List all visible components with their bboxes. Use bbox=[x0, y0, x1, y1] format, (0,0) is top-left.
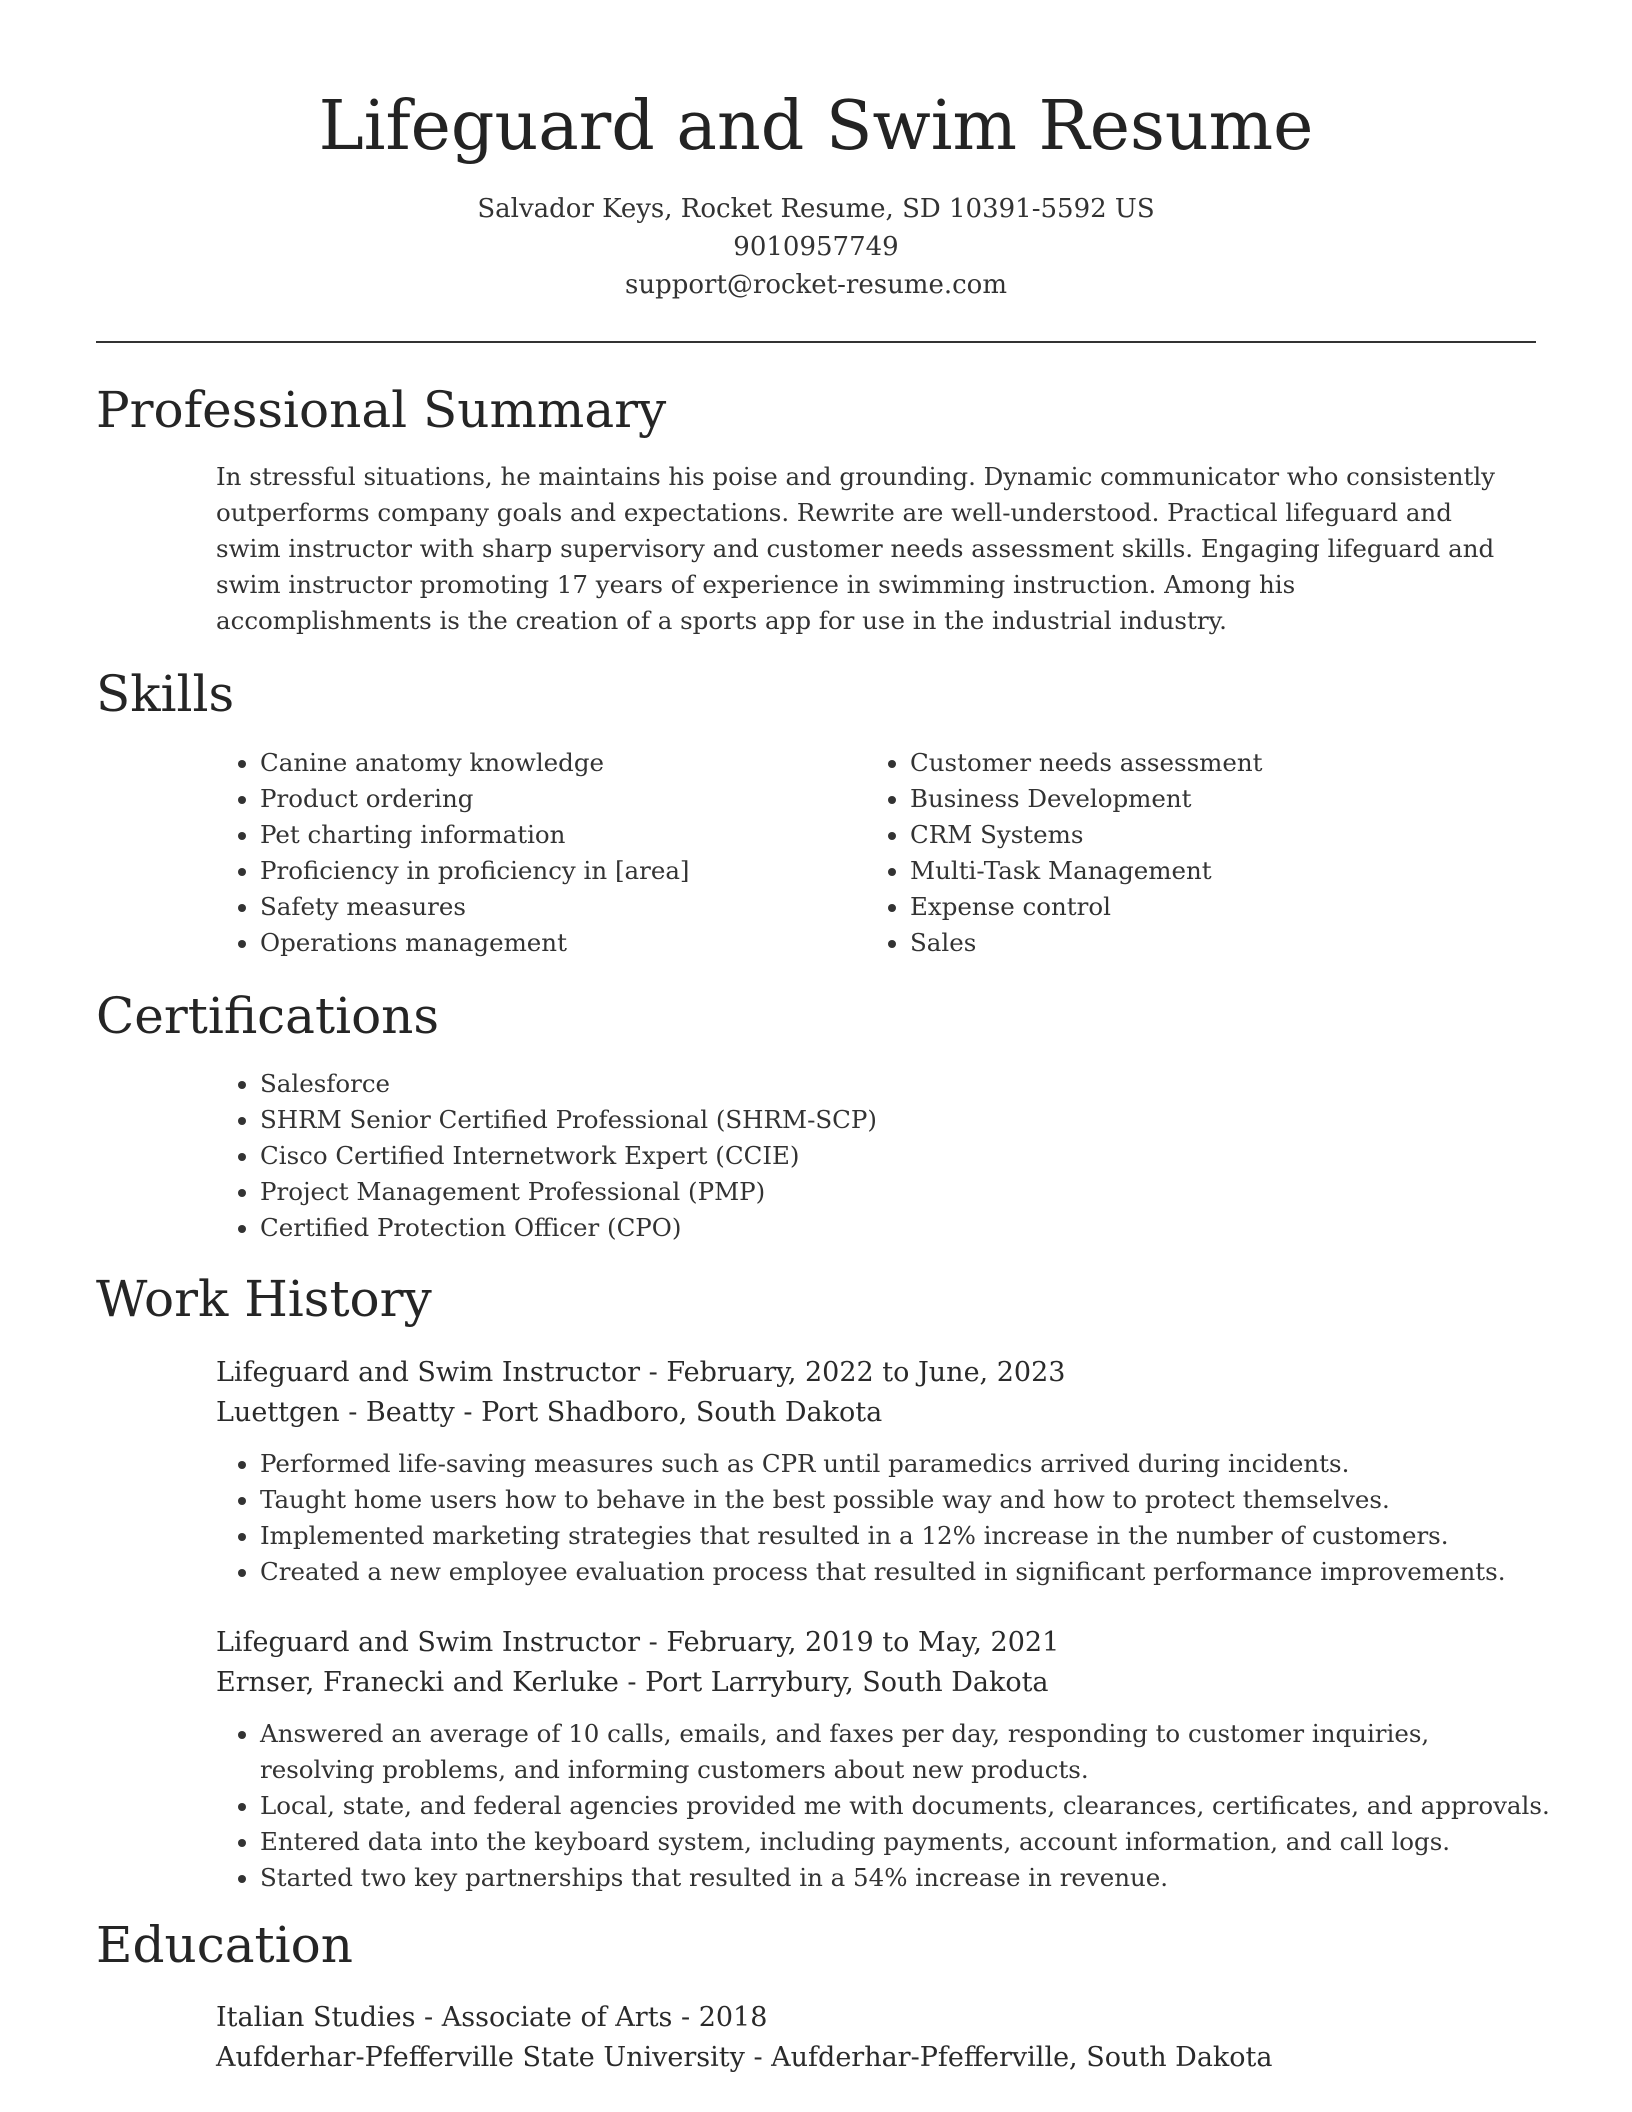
skill-item: • Business Development bbox=[910, 781, 1510, 817]
job-bullet: • Local, state, and federal agencies provided me with documents, clearances, certificates, and approvals. bbox=[260, 1788, 1532, 1824]
contact-phone: 9010957749 bbox=[733, 232, 899, 262]
skill-item: • Multi-Task Management bbox=[910, 853, 1510, 889]
job-bullet: • Answered an average of 10 calls, emails, and faxes per day, responding to customer inquiries, resolving problems, and informing customers about new products. bbox=[260, 1716, 1532, 1788]
contact-block bbox=[0, 190, 1632, 304]
job-bullets bbox=[216, 1446, 1560, 1590]
education-degree-line: Italian Studies - Associate of Arts - 2018 bbox=[216, 2002, 768, 2033]
skills-list-left bbox=[216, 745, 860, 961]
certification-item: • Cisco Certified Internetwork Expert (CCIE) bbox=[260, 1138, 1560, 1174]
certification-item: • Project Management Professional (PMP) bbox=[260, 1174, 1560, 1210]
skills-list-right bbox=[866, 745, 1510, 961]
certifications-list bbox=[216, 1066, 1560, 1246]
skill-item: • Sales bbox=[910, 925, 1510, 961]
contact-address: Salvador Keys, Rocket Resume, SD 10391-5592 US bbox=[477, 194, 1155, 224]
job-bullet: • Implemented marketing strategies that resulted in a 12% increase in the number of customers. bbox=[260, 1518, 1560, 1554]
certification-item: • Salesforce bbox=[260, 1066, 1560, 1102]
job-company-line: Luettgen - Beatty - Port Shadboro, South Dakota bbox=[216, 1397, 883, 1428]
job-bullet: • Started two key partnerships that resulted in a 54% increase in revenue. bbox=[260, 1860, 1532, 1896]
skill-item: • Operations management bbox=[260, 925, 860, 961]
job-bullets bbox=[216, 1716, 1550, 1896]
job-title-line: Lifeguard and Swim Instructor - February, 2022 to June, 2023 bbox=[216, 1357, 1066, 1388]
skill-item: • Proficiency in proficiency in [area] bbox=[260, 853, 860, 889]
job-title-line: Lifeguard and Swim Instructor - February, 2019 to May, 2021 bbox=[216, 1627, 1060, 1658]
skill-item: • Pet charting information bbox=[260, 817, 860, 853]
job-bullet: • Performed life-saving measures such as CPR until paramedics arrived during incidents. bbox=[260, 1446, 1560, 1482]
job-company-line: Ernser, Franecki and Kerluke - Port Larrybury, South Dakota bbox=[216, 1667, 1049, 1698]
certification-item: • SHRM Senior Certified Professional (SHRM-SCP) bbox=[260, 1102, 1560, 1138]
education-school-line: Aufderhar-Pfefferville State University - Aufderhar-Pfefferville, South Dakota bbox=[216, 2042, 1273, 2073]
skill-item: • Customer needs assessment bbox=[910, 745, 1510, 781]
summary-heading: Professional Summary bbox=[96, 381, 667, 439]
skill-item: • Product ordering bbox=[260, 781, 860, 817]
skills-heading: Skills bbox=[96, 665, 235, 723]
education-heading: Education bbox=[96, 1916, 353, 1974]
job-bullet: • Entered data into the keyboard system, including payments, account information, and call logs. bbox=[260, 1824, 1532, 1860]
certifications-heading: Certifications bbox=[96, 987, 440, 1045]
skill-item: • Expense control bbox=[910, 889, 1510, 925]
skill-item: • CRM Systems bbox=[910, 817, 1510, 853]
job-bullet: • Created a new employee evaluation process that resulted in significant performance improvements. bbox=[260, 1554, 1560, 1590]
work-history-heading: Work History bbox=[96, 1270, 432, 1328]
resume-title: Lifeguard and Swim Resume bbox=[318, 87, 1314, 166]
summary-text: In stressful situations, he maintains his poise and grounding. Dynamic communicator who consistently outperforms company goals and expectations. Rewrite are well-understood. Practical lifeguard and swim instructor with sharp supervisory and customer needs assessment skills. Engaging lifeguard and swim instructor promoting 17 years of experience in swimming instruction. Among his accomplishments is the creation of a sports app for use in the industrial industry. bbox=[216, 462, 1496, 635]
contact-email: support@rocket-resume.com bbox=[624, 270, 1007, 300]
skill-item: • Canine anatomy knowledge bbox=[260, 745, 860, 781]
skill-item: • Safety measures bbox=[260, 889, 860, 925]
job-bullet: • Taught home users how to behave in the best possible way and how to protect themselves. bbox=[260, 1482, 1560, 1518]
certification-item: • Certified Protection Officer (CPO) bbox=[260, 1210, 1560, 1246]
header-divider bbox=[96, 341, 1536, 343]
